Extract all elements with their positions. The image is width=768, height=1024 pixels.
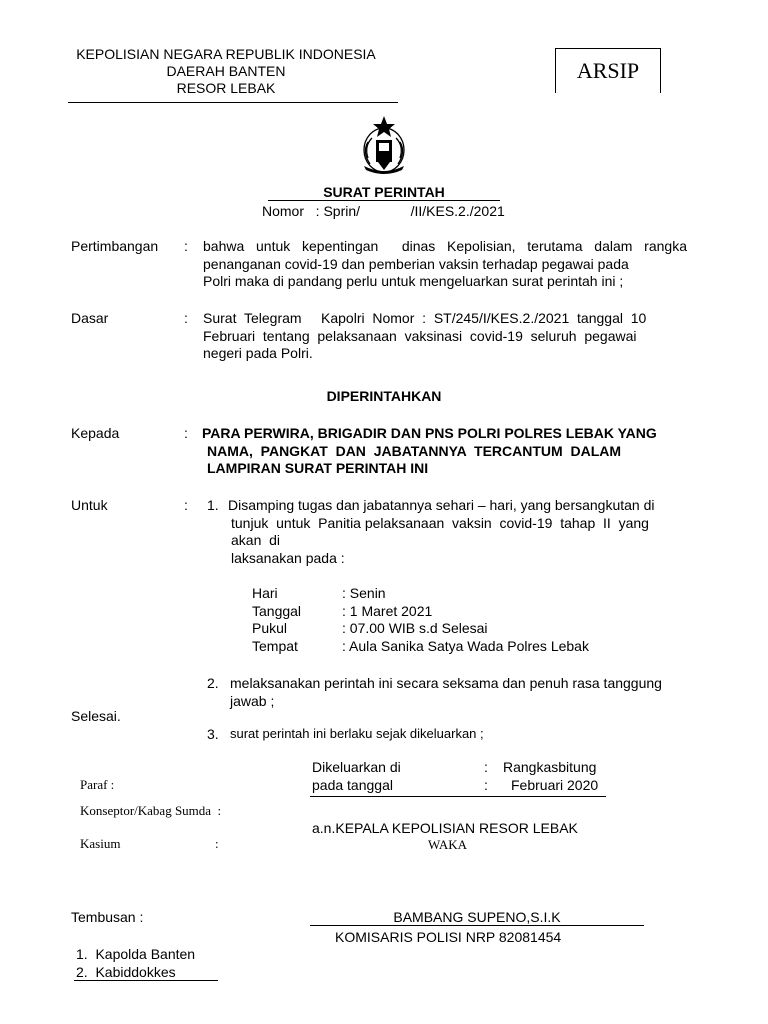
pertimbangan-line-2: penanganan covid-19 dan pemberian vaksin terhadap pegawai pada (203, 255, 629, 272)
pertimbangan-text (203, 238, 687, 291)
title-underline (268, 200, 500, 201)
tembusan-label: Tembusan : (71, 909, 144, 925)
konseptor-label: Konseptor/Kabag Sumda : (80, 803, 222, 818)
arsip-label: ARSIP (576, 58, 640, 83)
schedule-key: Hari (252, 585, 278, 601)
kepada-line-1: PARA PERWIRA, BRIGADIR DAN PNS POLRI POLRES LEBAK YANG (202, 425, 657, 441)
pertimbangan-label: Pertimbangan (71, 238, 159, 254)
untuk-label: Untuk (71, 497, 108, 513)
signatory-rank: KOMISARIS POLISI NRP 82081454 (335, 929, 562, 945)
header-block (70, 46, 382, 97)
schedule-row (252, 603, 589, 621)
dasar-line-2: Februari tentang pelaksanaan vaksinasi covid-19 seluruh pegawai (203, 327, 637, 344)
issued-at-value: Rangkasbitung (503, 759, 597, 775)
untuk-item-1-text (228, 497, 655, 567)
paraf-label: Paraf : (80, 777, 115, 792)
pertimbangan-line-1: bahwa untuk kepentingan dinas Kepolisian, terutama dalam rangka (203, 238, 687, 254)
schedule-row (252, 638, 589, 656)
schedule-value: : Senin (342, 585, 386, 601)
issued-underline (310, 796, 606, 797)
signatory-underline (310, 925, 644, 926)
dasar-line-1: Surat Telegram Kapolri Nomor : ST/245/I/KES.2./2021 tanggal 10 (203, 310, 647, 326)
issued-date-label: pada tanggal (312, 777, 393, 793)
diperintahkan-heading: DIPERINTAHKAN (326, 388, 442, 404)
signatory-name: BAMBANG SUPENO,S.I.K (393, 909, 561, 925)
dasar-label: Dasar (71, 310, 109, 326)
untuk-colon: : (184, 497, 188, 513)
on-behalf-text: a.n.KEPALA KEPOLISIAN RESOR LEBAK (312, 820, 578, 836)
kepada-text (202, 425, 692, 478)
untuk-item-2-text (230, 675, 662, 710)
selesai-text: Selesai. (71, 708, 121, 724)
untuk-item-2-number: 2. (207, 675, 219, 691)
tembusan-item: 1. Kapolda Banten (76, 946, 196, 962)
header-underline (68, 102, 398, 103)
kasium-colon: : (215, 836, 219, 851)
header-line-1: KEPOLISIAN NEGARA REPUBLIK INDONESIA (76, 46, 376, 62)
schedule-value: : 1 Maret 2021 (342, 602, 433, 619)
untuk-item-1-line-4: laksanakan pada : (231, 549, 345, 566)
dasar-text (203, 310, 687, 363)
schedule-table (252, 585, 589, 655)
schedule-row (252, 620, 589, 638)
untuk-item-1-line-1: Disamping tugas dan jabatannya sehari – hari, yang bersangkutan di (228, 497, 655, 513)
untuk-item-2-line-2: jawab ; (230, 692, 275, 709)
pertimbangan-colon: : (184, 238, 188, 254)
untuk-item-1-line-2: tunjuk untuk Panitia pelaksanaan vaksin covid-19 tahap II yang (231, 514, 649, 531)
untuk-item-1-number: 1. (207, 497, 219, 513)
waka-text: WAKA (428, 837, 467, 852)
document-number: Nomor : Sprin/ /II/KES.2./2021 (262, 203, 505, 219)
untuk-item-3-number: 3. (207, 726, 219, 742)
kepada-label: Kepada (71, 425, 120, 441)
kepada-line-3: LAMPIRAN SURAT PERINTAH INI (207, 460, 429, 476)
police-emblem-icon (356, 112, 412, 176)
kasium-label: Kasium (80, 836, 121, 851)
untuk-item-1-line-3: akan di (231, 532, 281, 548)
tembusan-underline (74, 980, 218, 981)
kepada-colon: : (184, 425, 188, 441)
schedule-value: : 07.00 WIB s.d Selesai (342, 620, 488, 636)
header-line-2: DAERAH BANTEN (166, 63, 286, 79)
document-title: SURAT PERINTAH (323, 184, 445, 200)
schedule-row (252, 585, 589, 603)
header-line-3: RESOR LEBAK (176, 80, 276, 96)
dasar-line-3: negeri pada Polri. (203, 345, 313, 361)
arsip-stamp (555, 48, 661, 93)
dasar-colon: : (184, 310, 188, 326)
untuk-item-3-text: surat perintah ini berlaku sejak dikeluarkan ; (230, 726, 484, 741)
issued-at-colon: : (484, 759, 488, 775)
tembusan-item: 2. Kabiddokkes (76, 963, 176, 980)
kepada-line-2: NAMA, PANGKAT DAN JABATANNYA TERCANTUM DALAM (207, 442, 622, 459)
issued-date-value: Februari 2020 (511, 777, 599, 793)
schedule-value: : Aula Sanika Satya Wada Polres Lebak (342, 637, 589, 654)
tembusan-list (76, 946, 195, 981)
schedule-key: Tempat (252, 637, 298, 654)
schedule-key: Tanggal (252, 602, 302, 619)
schedule-key: Pukul (252, 620, 288, 636)
untuk-item-2-line-1: melaksanakan perintah ini secara seksama dan penuh rasa tanggung (230, 675, 662, 691)
pertimbangan-line-3: Polri maka di pandang perlu untuk mengeluarkan surat perintah ini ; (203, 273, 624, 289)
issued-at-label: Dikeluarkan di (312, 759, 401, 775)
issued-date-colon: : (484, 777, 488, 793)
